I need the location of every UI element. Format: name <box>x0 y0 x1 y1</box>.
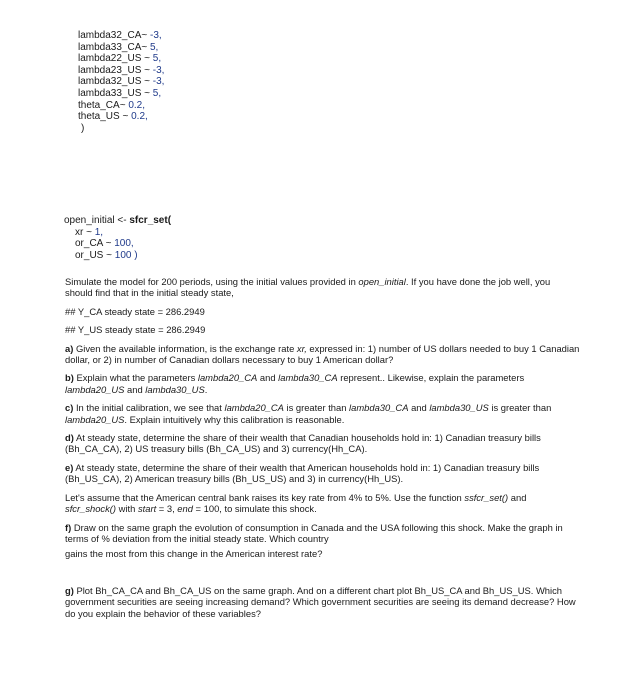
question-label: d) <box>65 432 74 444</box>
question-text: In the initial calibration, we see that <box>73 402 225 414</box>
intro-text-end: . If you have done the job well, you should find that in the initial steady state, <box>65 276 551 299</box>
question-text: and <box>257 372 279 384</box>
param-value: 5, <box>152 53 162 65</box>
question-text: Draw on the same graph the evolution of consumption in Canada and the USA following this shock. Make the graph in terms of % deviation from the initial steady state. Which country <box>65 521 563 544</box>
param-name: or_CA <box>75 238 103 250</box>
tilde: ~ <box>141 53 153 65</box>
intro-text: Simulate the model for 200 periods, using the initial values provided in <box>65 276 359 287</box>
param-name: lambda33_US <box>78 87 142 99</box>
question-text: . <box>204 383 208 395</box>
question-text-end: expressed in: 1) number of US dollars needed to buy 1 Canadian dollar, or 2) in number of Canadian dollars necessary to buy 1 American dollar? <box>65 342 580 366</box>
question-c <box>65 402 580 425</box>
question-emphasis: lambda30_CA <box>278 372 338 384</box>
code-line <box>78 76 164 88</box>
question-d <box>65 432 580 455</box>
question-emphasis: lambda20_US <box>65 383 125 395</box>
question-text: At steady state, determine the share of their wealth that American households hold in: 1) Canadian treasury bills (Bh_US_CA), 2) American treasury bills (Bh_US_US) and 3) in currency(Hh_US). <box>65 461 540 485</box>
code-block <box>78 30 164 134</box>
question-f <box>65 522 580 545</box>
question-text: Plot Bh_CA_CA and Bh_CA_US on the same graph. And on a different chart plot Bh_US_CA and Bh_US_US. Which government securities are seeing increasing demand? Which government securities are seeing its demand decrease? How do you explain the behavior of these variables? <box>65 584 576 619</box>
open-initial-header <box>64 215 171 227</box>
question-text: Given the available information, is the exchange rate <box>73 342 297 354</box>
question-g <box>65 585 580 619</box>
param-value: 5, <box>150 41 159 53</box>
param-value: 0.2, <box>131 111 148 123</box>
tilde: ~ <box>103 249 115 261</box>
shock-text: and <box>508 491 527 503</box>
questions-text <box>65 276 580 626</box>
tilde: ~ <box>141 64 153 76</box>
tilde: ~ <box>141 41 150 53</box>
code-line <box>78 111 164 123</box>
question-b <box>65 372 580 395</box>
param-name: lambda32_US <box>78 76 142 88</box>
tilde: ~ <box>141 30 150 41</box>
param-value: -3, <box>152 64 165 76</box>
code-line <box>64 250 171 262</box>
question-e <box>65 462 580 485</box>
question-emphasis: lambda30_US <box>429 402 489 414</box>
param-name: lambda22_US <box>78 53 142 65</box>
code-line <box>78 42 164 54</box>
question-emphasis: lambda20_CA <box>197 372 258 384</box>
function-name: sfcr_set( <box>129 215 172 226</box>
code-line <box>78 100 164 112</box>
question-emphasis: lambda30_US <box>145 383 205 395</box>
spacer <box>65 567 580 585</box>
param-name: lambda32_CA <box>78 30 142 41</box>
shock-text: with <box>116 503 138 515</box>
code-line <box>78 53 164 65</box>
question-label: f) <box>65 521 72 533</box>
result-line: ## Y_CA steady state = 286.2949 <box>65 305 205 317</box>
tilde: ~ <box>119 99 129 111</box>
param-value: -3, <box>152 76 165 88</box>
question-emphasis: xr, <box>296 342 307 354</box>
param-value: 100 ) <box>114 249 138 261</box>
param-name: theta_US <box>78 111 120 123</box>
question-label: g) <box>65 584 74 596</box>
question-a <box>65 343 580 366</box>
tilde: ~ <box>119 111 132 123</box>
code-line <box>78 65 164 77</box>
question-label: a) <box>65 342 74 354</box>
param-name: xr <box>75 226 84 238</box>
code-line <box>78 30 164 42</box>
question-label: e) <box>65 461 74 473</box>
question-text: At steady state, determine the share of their wealth that Canadian households hold in: 1) Canadian treasury bills (Bh_CA_CA), 2) US treasury bills (Bh_CA_US) and 3) currency(Hh_CA). <box>65 432 541 455</box>
question-text: . Explain intuitively why this calibration is reasonable. <box>124 413 345 425</box>
closing-paren: ) <box>81 122 85 134</box>
open-initial-block <box>64 215 171 261</box>
question-f-continuation: gains the most from this change in the American interest rate? <box>65 548 323 560</box>
param-name: or_US <box>75 249 104 261</box>
tilde: ~ <box>141 76 153 88</box>
question-emphasis: lambda20_US <box>65 413 125 425</box>
tilde: ~ <box>83 226 95 238</box>
param-value: 5, <box>152 87 162 99</box>
code-line <box>64 238 171 250</box>
param-value: -3, <box>150 30 162 41</box>
question-label: b) <box>65 372 74 384</box>
code-line <box>78 88 164 100</box>
question-text: is greater than <box>283 402 350 414</box>
intro-emphasis: open_initial <box>358 276 406 287</box>
shock-emphasis: end <box>177 503 193 515</box>
code-line <box>64 227 171 239</box>
shock-text: Let's assume that the American central bank raises its key rate from 4% to 5%. Use the function <box>65 491 465 503</box>
param-value: 100, <box>114 238 134 250</box>
question-text: Explain what the parameters <box>73 372 198 384</box>
shock-text: = 3, <box>156 503 178 515</box>
param-name: lambda33_CA <box>78 41 142 53</box>
question-label: c) <box>65 402 74 414</box>
shock-emphasis: start <box>137 503 157 515</box>
param-value: 0.2, <box>128 99 146 111</box>
shock-emphasis: sfcr_shock() <box>65 503 117 515</box>
question-text: represent.. Likewise, explain the parameters <box>337 372 525 384</box>
result-line: ## Y_US steady state = 286.2949 <box>65 324 206 336</box>
intro-paragraph <box>65 276 580 299</box>
tilde: ~ <box>141 87 153 99</box>
assign-operator: <- <box>114 215 130 226</box>
question-emphasis: lambda30_CA <box>349 402 409 414</box>
shock-paragraph <box>65 492 580 515</box>
param-value: 1, <box>94 226 104 238</box>
question-emphasis: lambda20_CA <box>224 402 284 414</box>
question-text: is greater than <box>488 402 552 414</box>
param-name: lambda23_US <box>78 64 142 76</box>
tilde: ~ <box>102 238 115 250</box>
question-text: and <box>408 402 430 414</box>
param-name: theta_CA <box>78 99 120 111</box>
variable-name: open_initial <box>64 215 115 226</box>
question-text: and <box>124 383 146 395</box>
shock-text: = 100, to simulate this shock. <box>192 503 317 515</box>
shock-emphasis: ssfcr_set() <box>464 491 509 503</box>
